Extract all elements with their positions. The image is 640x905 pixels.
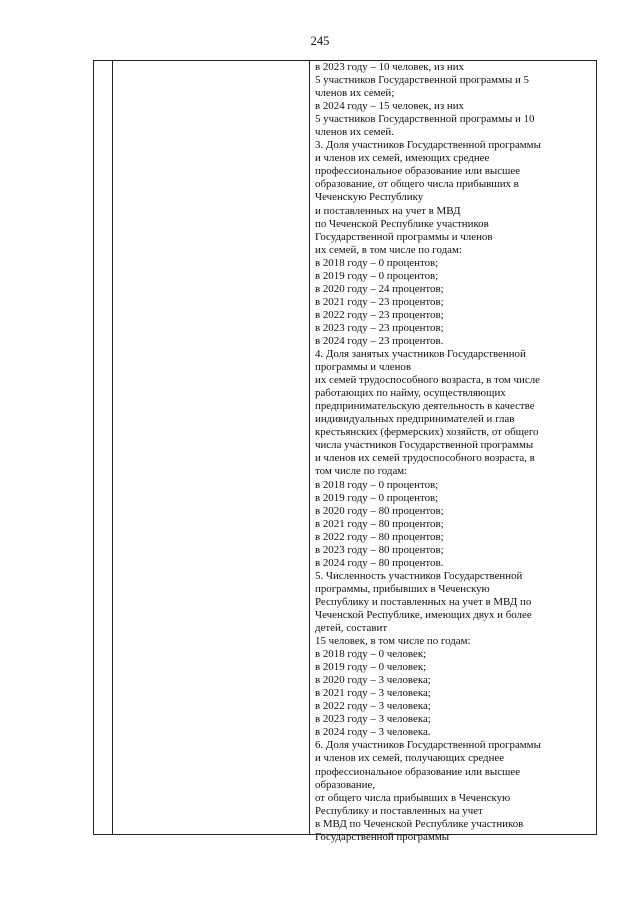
text-line: 5 участников Государственной программы и 5 [315, 74, 529, 87]
text-line: в 2021 году – 3 человека; [315, 687, 431, 700]
text-line: в 2023 году – 10 человек, из них [315, 61, 464, 73]
column-divider [309, 61, 310, 834]
text-line: в 2019 году – 0 процентов; [315, 491, 439, 504]
text-line: в 2024 году – 3 человека. [315, 726, 431, 739]
text-line: в 2021 году – 80 процентов; [315, 517, 444, 530]
text-line: предпринимательскую деятельность в качестве [315, 400, 535, 413]
text-line: программы, прибывших в Чеченскую [315, 582, 490, 595]
text-line: в 2020 году – 24 процентов; [315, 282, 444, 295]
text-line: Республику и поставленных на учет в МВД по [315, 595, 532, 608]
text-line: крестьянских (фермерских) хозяйств, от общего [315, 426, 539, 439]
text-line: 5. Численность участников Государственной [315, 569, 523, 582]
text-line: образование, [315, 778, 375, 791]
text-line: в 2019 году – 0 процентов; [315, 269, 439, 282]
text-line: в 2018 году – 0 процентов; [315, 256, 439, 269]
text-line: Чеченской Республике, имеющих двух и более [315, 608, 532, 621]
text-line: по Чеченской Республике участников [315, 217, 489, 230]
text-line: от общего числа прибывших в Чеченскую [315, 791, 511, 804]
text-line: образование, от общего числа прибывших в [315, 178, 519, 191]
text-line: программы и членов [315, 361, 412, 374]
text-line: Республику и поставленных на учет [315, 804, 483, 817]
text-line: том числе по годам: [315, 465, 408, 478]
text-line: и поставленных на учет в МВД [315, 204, 461, 217]
text-line: в 2018 году – 0 человек; [315, 648, 427, 661]
text-line: 3. Доля участников Государственной программы [315, 139, 541, 152]
text-line: в 2018 году – 0 процентов; [315, 478, 439, 491]
text-line: в 2023 году – 23 процентов; [315, 321, 444, 334]
text-line: в 2020 году – 80 процентов; [315, 504, 444, 517]
text-line: в 2019 году – 0 человек; [315, 661, 427, 674]
text-line: и членов их семей трудоспособного возраста, в [315, 452, 535, 465]
text-line: 15 человек, в том числе по годам: [315, 635, 471, 648]
text-line: в 2022 году – 3 человека; [315, 700, 431, 713]
text-line: в МВД по Чеченской Республике участников [315, 817, 524, 830]
text-line: Государственной программы и членов [315, 230, 493, 243]
text-line: членов их семей. [315, 126, 394, 139]
text-line: 4. Доля занятых участников Государственной [315, 348, 526, 361]
document-table [93, 60, 597, 843]
indicators-cell [315, 61, 596, 844]
text-line: и членов их семей, получающих среднее [315, 752, 505, 765]
text-line: в 2023 году – 80 процентов; [315, 543, 444, 556]
text-line: Государственной программы [315, 830, 450, 843]
text-line: 5 участников Государственной программы и 10 [315, 113, 535, 126]
text-line: их семей, в том числе по годам: [315, 243, 462, 256]
text-line: работающих по найму, осуществляющих [315, 387, 506, 400]
text-line: в 2024 году – 80 процентов. [315, 556, 444, 569]
text-line: в 2021 году – 23 процентов; [315, 295, 444, 308]
text-line: в 2024 году – 23 процентов. [315, 334, 444, 347]
text-line: индивидуальных предпринимателей и глав [315, 413, 515, 426]
column-divider [112, 61, 113, 834]
page-number: 245 [310, 34, 330, 48]
text-line: членов их семей; [315, 87, 395, 100]
text-line: детей, составит [315, 622, 388, 635]
text-line: Чеченскую Республику [315, 191, 424, 204]
text-line: в 2023 году – 3 человека; [315, 713, 431, 726]
text-line: в 2024 году – 15 человек, из них [315, 100, 464, 113]
text-line: профессиональное образование или высшее [315, 765, 521, 778]
text-line: в 2020 году – 3 человека; [315, 674, 431, 687]
text-line: в 2022 году – 23 процентов; [315, 308, 444, 321]
text-line: и членов их семей, имеющих среднее [315, 152, 490, 165]
text-line: числа участников Государственной программы [315, 439, 534, 452]
text-line: в 2022 году – 80 процентов; [315, 530, 444, 543]
text-line: профессиональное образование или высшее [315, 165, 521, 178]
text-line: 6. Доля участников Государственной программы [315, 739, 541, 752]
text-line: их семей трудоспособного возраста, в том числе [315, 374, 540, 387]
